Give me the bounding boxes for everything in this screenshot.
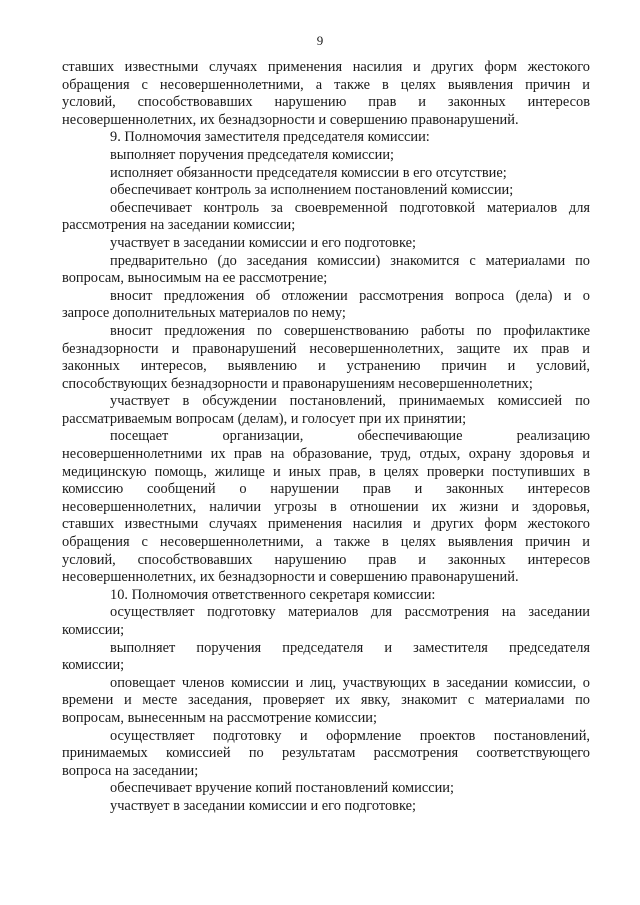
text-line: законных интересов, выявлению и устранению причин и условий, <box>62 358 590 375</box>
text-line: обеспечивает контроль за исполнением постановлений комиссии; <box>110 182 514 199</box>
text-line: безнадзорности и правонарушений несовершеннолетних, защите их прав и <box>62 340 590 357</box>
text-line: обращения с несовершеннолетними, а также в целях выявления причин и <box>62 76 590 93</box>
text-line: принимаемых комиссией по результатам рассмотрения соответствующего <box>62 745 590 762</box>
text-line: осуществляет подготовку и оформление проектов постановлений, <box>110 727 590 744</box>
text-line: обращения с несовершеннолетними, а также в целях выявления причин и <box>62 534 590 551</box>
text-line: исполняет обязанности председателя комиссии в его отсутствие; <box>110 164 507 181</box>
text-line: вносит предложения об отложении рассмотрения вопроса (дела) и о <box>110 287 590 304</box>
text-line: рассматриваемым вопросам (делам), и голосует при их принятии; <box>62 410 467 427</box>
text-line: посещает организации, обеспечивающие реализацию <box>110 428 590 445</box>
text-line: вносит предложения по совершенствованию работы по профилактике <box>110 322 590 339</box>
text-line: запросе дополнительных материалов по нему; <box>62 305 346 322</box>
text-line: 10. Полномочия ответственного секретаря комиссии: <box>110 586 436 603</box>
text-line: обеспечивает контроль за своевременной подготовкой материалов для <box>110 199 590 216</box>
text-line: выполняет поручения председателя комиссии; <box>110 146 395 163</box>
text-line: комиссии; <box>62 622 125 638</box>
text-line: времени и месте заседания, проверяет их явку, знакомит с материалами по <box>62 692 590 709</box>
text-line: предварительно (до заседания комиссии) знакомится с материалами по <box>110 252 590 269</box>
text-line: несовершеннолетними их прав на образование, труд, отдых, охрану здоровья и <box>62 446 590 463</box>
text-line: ставших известными случаях применения насилия и других форм жестокого <box>62 59 590 75</box>
text-line: рассмотрения на заседании комиссии; <box>62 217 296 234</box>
text-line: осуществляет подготовку материалов для рассмотрения на заседании <box>110 604 590 621</box>
text-line: медицинскую помощь, жилище и иных прав, в целях проверки поступивших в <box>62 463 590 480</box>
text-line: условий, способствовавших нарушению прав и законных интересов <box>62 94 590 111</box>
text-line: вопросам, вынесенным на рассмотрение комиссии; <box>62 709 377 726</box>
text-line: способствующих безнадзорности и правонарушениям несовершеннолетних; <box>62 375 533 392</box>
text-line: участвует в заседании комиссии и его подготовке; <box>110 797 416 814</box>
text-line: ставших известными случаях применения насилия и других форм жестокого <box>62 516 590 533</box>
text-line: оповещает членов комиссии и лиц, участвующих в заседании комиссии, о <box>110 674 590 691</box>
page-number: 9 <box>316 33 324 48</box>
text-line: условий, способствовавших нарушению прав и законных интересов <box>62 551 590 568</box>
text-line: комиссии; <box>62 657 125 674</box>
text-line: несовершеннолетних, наличии угрозы в отношении их жизни и здоровья, <box>62 498 590 515</box>
text-line: участвует в обсуждении постановлений, принимаемых комиссией по <box>110 393 590 410</box>
text-line: несовершеннолетних, их безнадзорности и совершению правонарушений. <box>62 569 519 586</box>
text-line: участвует в заседании комиссии и его подготовке; <box>110 234 416 251</box>
text-line: несовершеннолетних, их безнадзорности и совершению правонарушений. <box>62 111 519 128</box>
text-line: вопроса на заседании; <box>62 762 199 779</box>
text-line: обеспечивает вручение копий постановлений комиссии; <box>110 780 454 797</box>
text-line: выполняет поручения председателя и заместителя председателя <box>110 639 590 656</box>
document-body <box>62 59 590 816</box>
text-line: 9. Полномочия заместителя председателя комиссии: <box>110 129 430 146</box>
text-line: вопросам, выносимым на ее рассмотрение; <box>62 270 328 287</box>
text-line: комиссию сообщений о нарушении прав и законных интересов <box>62 481 590 498</box>
